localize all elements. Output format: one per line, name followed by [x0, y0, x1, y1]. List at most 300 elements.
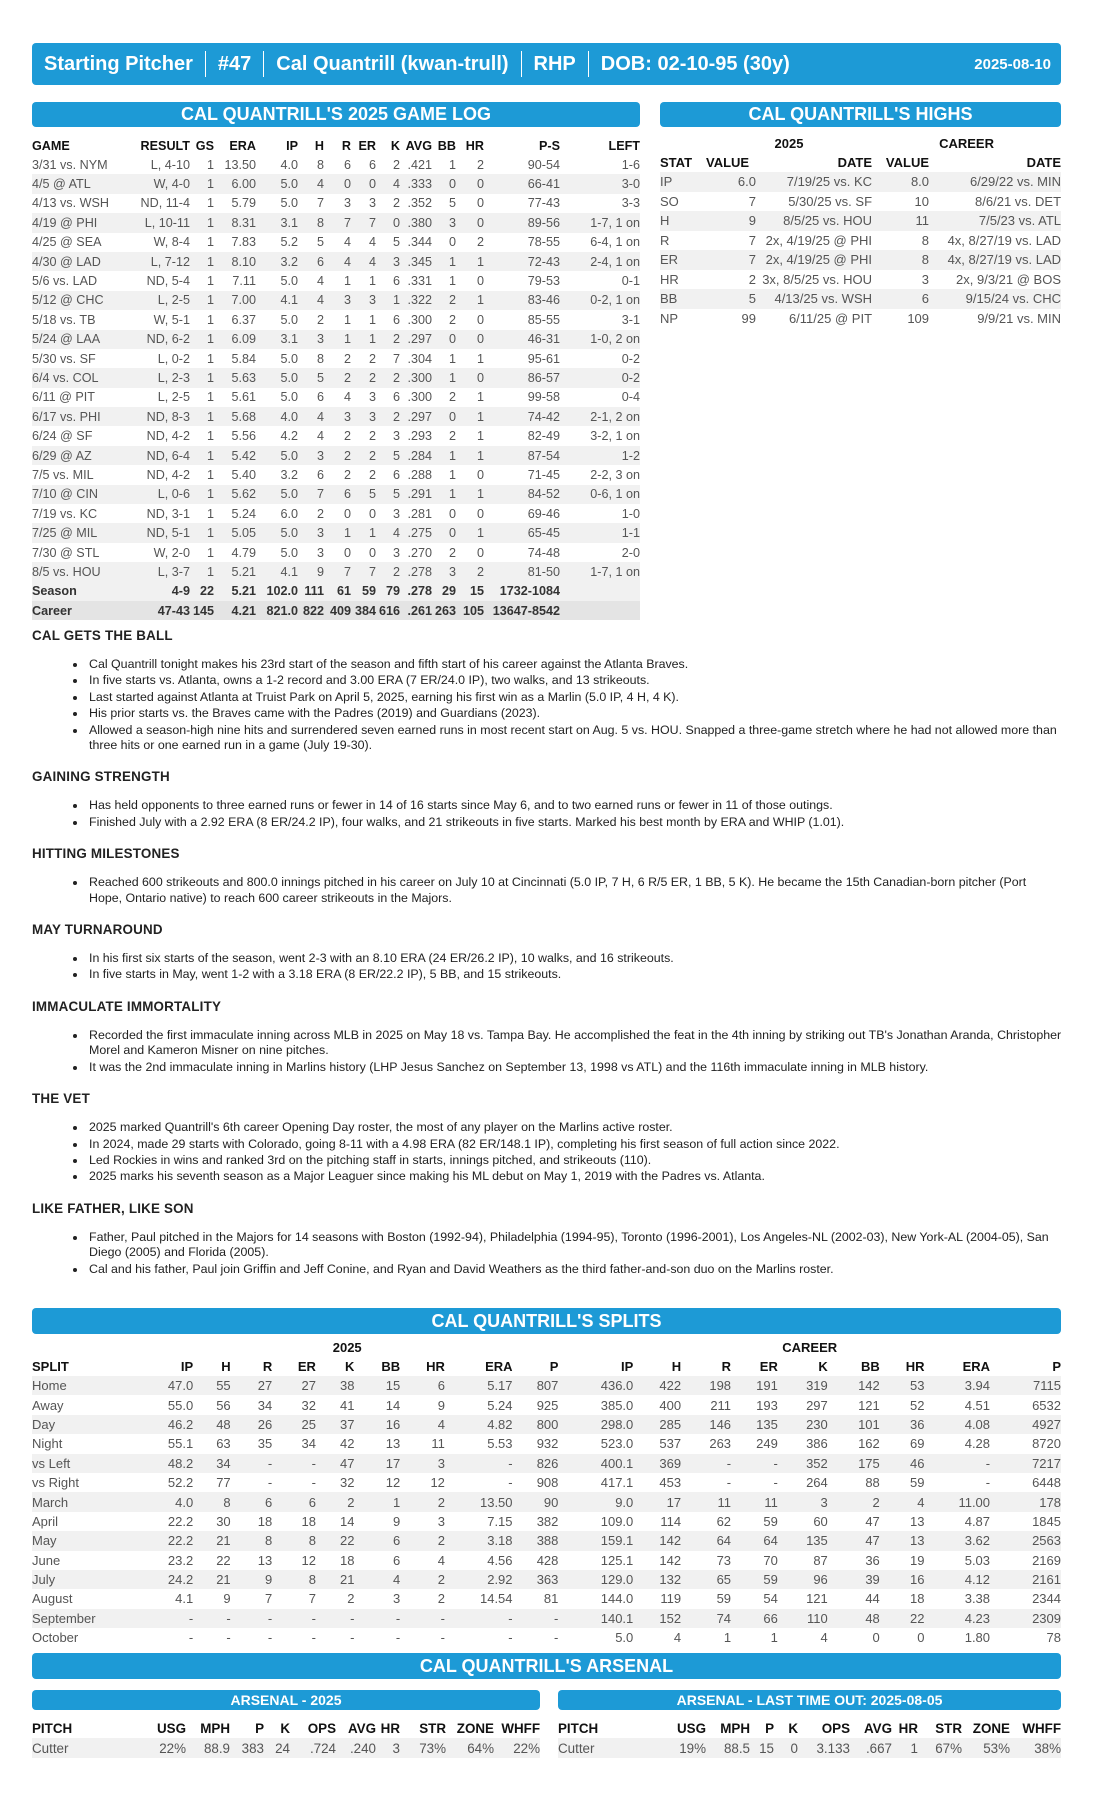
table-cell: 1 [190, 368, 214, 387]
table-cell: 8 [231, 1531, 273, 1550]
table-cell: 13647-8542 [484, 601, 560, 620]
table-cell: 44 [865, 1591, 880, 1607]
column-header: USG [156, 1720, 186, 1736]
table-cell: 5.0 [256, 485, 298, 504]
table-cell: 48 [828, 1609, 880, 1628]
table-cell: 4.87 [964, 1513, 991, 1529]
table-cell: 9/9/21 vs. MIN [977, 310, 1062, 326]
notes-heading: IMMACULATE IMMORTALITY [32, 998, 222, 1014]
table-cell: 65 [681, 1570, 731, 1589]
table-cell: 21 [193, 1531, 230, 1550]
column-header: RESULT [140, 138, 190, 153]
column-header: AVG [863, 1720, 892, 1736]
table-cell: - [985, 1475, 991, 1491]
table-cell: 47.0 [136, 1376, 193, 1395]
column-header: AVG [405, 138, 432, 153]
table-cell: 47 [828, 1531, 880, 1550]
table-cell: L, 2-5 [120, 291, 190, 310]
table-cell: 88 [865, 1475, 880, 1491]
table-cell: 7/5 vs. MIL [32, 467, 94, 482]
table-cell: 1-2 [560, 446, 640, 465]
table-cell: 2 [343, 351, 351, 366]
table-cell: 0 [476, 545, 484, 560]
table-cell: 142 [633, 1531, 681, 1550]
notes-item: • Allowed a season-high nine hits and surrendered seven earned runs in most recent start on Aug. 5 vs. HOU. Snapped a three-game stretch where he had not allowed more than three hits or one earned run in a game (July 19-30). [87, 723, 1062, 754]
splits-table-wrap [32, 1338, 1061, 1647]
table-cell: 16 [880, 1570, 925, 1589]
table-cell: 2 [376, 407, 400, 426]
table-cell: 38% [1010, 1738, 1061, 1758]
table-cell: 88.5 [706, 1738, 750, 1758]
notes-item: • Reached 600 strikeouts and 800.0 innings pitched in his career on July 10 at Cincinnati (5.0 IP, 7 H, 6 R/5 ER, 1 BB, 5 K). He became the 15th Canadian-born pitcher (Port Hope, Ontario native) to reach 600 career strikeouts in the Majors. [87, 875, 1062, 906]
table-cell: 297 [806, 1397, 828, 1413]
table-cell: 73 [716, 1552, 732, 1568]
header-dob: DOB: 02-10-95 (30y) [600, 52, 790, 75]
column-header: OPS [821, 1720, 850, 1736]
table-cell: 3 [298, 523, 324, 542]
gamelog-row [32, 407, 640, 426]
column-header: MPH [200, 1720, 230, 1736]
table-cell: ER [660, 250, 706, 270]
table-cell: 1 [368, 274, 376, 289]
notes-section [32, 628, 1062, 1278]
column-header: ERA [229, 138, 256, 153]
table-cell: 3 [316, 545, 324, 560]
column-header: P-S [539, 138, 560, 153]
table-cell: 78-55 [527, 235, 560, 250]
table-cell: 1 [432, 368, 456, 387]
column-header: HR [380, 1720, 400, 1736]
table-cell: 15 [456, 582, 484, 601]
table-cell: 5 [351, 485, 376, 504]
table-cell: 1 [206, 312, 214, 327]
table-cell: 1 [190, 174, 214, 193]
table-cell: 6/24 @ SF [32, 429, 93, 444]
table-cell: .322 [400, 291, 432, 310]
column-header: VALUE [885, 155, 930, 170]
table-cell: 1 [368, 312, 376, 327]
column-header: LEFT [608, 138, 640, 153]
gamelog-row [32, 388, 640, 407]
column-header: PITCH [558, 1720, 599, 1736]
table-cell: 102.0 [256, 582, 298, 601]
table-cell: 2 [368, 351, 376, 366]
table-cell: 384 [351, 601, 376, 620]
table-cell: 537 [659, 1436, 682, 1452]
table-cell: 1 [448, 467, 456, 482]
table-cell: 9 [706, 211, 756, 231]
table-cell: 249 [756, 1436, 778, 1452]
column-header: GAME [32, 138, 70, 153]
table-cell: 27 [231, 1376, 273, 1395]
table-cell: 2 [368, 467, 376, 482]
highs-row [660, 192, 1061, 212]
table-cell: .261 [400, 601, 432, 620]
table-cell: 1 [448, 274, 456, 289]
table-cell: 6/11/25 @ PIT [788, 310, 873, 326]
table-cell: 4/5 @ ATL [32, 174, 120, 193]
table-cell: 59 [716, 1591, 732, 1607]
table-cell: 198 [681, 1376, 731, 1395]
table-cell: 72-43 [484, 252, 560, 271]
table-cell: 63 [216, 1436, 231, 1452]
table-cell: .291 [400, 485, 432, 504]
table-cell: 298.0 [558, 1415, 633, 1434]
table-cell: 64% [446, 1738, 494, 1758]
column-header: R [721, 1359, 732, 1374]
table-cell: R [660, 232, 670, 248]
arsenal-row [32, 1738, 540, 1758]
splits-row [32, 1395, 1061, 1414]
table-cell: 79-53 [527, 274, 560, 289]
table-cell: 7.15 [487, 1513, 513, 1529]
table-cell: 5.0 [280, 196, 298, 211]
table-cell: 1 [476, 429, 484, 444]
table-cell: 3x, 8/5/25 vs. HOU [762, 271, 873, 287]
table-cell: SO [660, 193, 679, 209]
table-cell: 4.08 [925, 1415, 991, 1434]
table-cell: 2 [476, 157, 484, 172]
table-cell: 19 [910, 1552, 925, 1568]
table-cell: 99-58 [527, 390, 560, 405]
table-cell: vs Left [32, 1454, 136, 1473]
table-cell: .288 [407, 467, 432, 482]
table-cell: 6.37 [231, 312, 256, 327]
notes-item: • Recorded the first immaculate inning across MLB in 2025 on May 18 vs. Tampa Bay. He accomplished the feat in the 4th inning by striking out TB's Jonathan Aranda, Christopher Morel and Kameron Misner on nine pitches. [87, 1028, 1062, 1059]
table-cell: .333 [400, 174, 432, 193]
table-cell: 5/30/25 vs. SF [788, 193, 873, 209]
table-cell: 2 [324, 368, 351, 387]
table-cell: 1 [476, 351, 484, 366]
table-cell: 162 [858, 1436, 880, 1452]
column-header: BB [381, 1359, 401, 1374]
table-cell: 32 [339, 1475, 355, 1491]
table-cell: 0 [448, 506, 456, 521]
table-cell: W, 5-1 [153, 312, 190, 327]
table-cell: 9.0 [558, 1492, 633, 1511]
table-cell: 0 [351, 174, 376, 193]
notes-item: • In five starts in May, went 1-2 with a 3.18 ERA (8 ER/22.2 IP), 5 BB, and 15 strikeouts. [87, 967, 1062, 982]
table-cell: 5.05 [214, 523, 256, 542]
table-cell: - [267, 1475, 273, 1491]
table-cell: 18 [301, 1513, 316, 1529]
table-cell: - [508, 1475, 513, 1491]
table-cell: 18 [910, 1591, 925, 1607]
table-cell: 8 [921, 232, 930, 248]
table-cell: 3-0 [560, 174, 640, 193]
table-cell: 807 [513, 1376, 559, 1395]
table-cell: 3-2, 1 on [590, 429, 640, 444]
table-cell: 1-7, 1 on [560, 562, 640, 581]
column-header: ERA [485, 1359, 513, 1374]
table-cell: 175 [828, 1454, 880, 1473]
column-header: R [262, 1359, 273, 1374]
table-cell: .275 [400, 523, 432, 542]
table-cell: 5/24 @ LAA [32, 330, 120, 349]
table-cell: 79 [376, 582, 400, 601]
gamelog-row [32, 485, 640, 504]
column-header: IP [620, 1359, 634, 1374]
column-header: SPLIT [32, 1359, 69, 1374]
column-header: DATE [1026, 155, 1062, 170]
table-cell: 64 [681, 1531, 731, 1550]
table-cell: 6/17 vs. PHI [32, 407, 120, 426]
table-cell: 14 [385, 1397, 401, 1413]
table-cell: 95-61 [527, 351, 560, 366]
table-cell: 145 [190, 601, 214, 620]
table-cell: 1 [456, 523, 484, 542]
table-cell: 22 [190, 582, 214, 601]
column-header: DATE [837, 155, 873, 170]
highs-row [660, 211, 1061, 231]
table-cell: 5.63 [214, 368, 256, 387]
table-cell: 0 [456, 213, 484, 232]
table-cell: - [395, 1630, 401, 1646]
splits-title: CAL QUANTRILL'S SPLITS [32, 1308, 1061, 1334]
table-cell: 7/10 @ CIN [32, 485, 120, 504]
table-cell: ND, 8-3 [120, 407, 190, 426]
table-cell: 9 [231, 1570, 273, 1589]
column-header: IP [180, 1359, 194, 1374]
table-cell: 1 [206, 467, 214, 482]
table-cell: 6.0 [706, 172, 756, 192]
table-cell: 1-0 [621, 506, 640, 521]
table-cell: 0 [476, 196, 484, 211]
table-cell: .297 [400, 407, 432, 426]
table-cell: 0 [368, 545, 376, 560]
gamelog-row [32, 349, 640, 368]
table-cell: 144.0 [600, 1591, 634, 1607]
table-cell: 119 [660, 1591, 682, 1607]
table-cell: 4 [376, 174, 400, 193]
header-player-name: Cal Quantrill (kwan-trull) [276, 52, 509, 75]
table-cell: 2 [347, 1591, 355, 1607]
table-cell: 5/30 vs. SF [32, 351, 96, 366]
table-cell: 3 [298, 446, 324, 465]
table-cell: 42 [339, 1436, 355, 1452]
table-cell: 7217 [990, 1454, 1061, 1473]
table-cell: October [32, 1630, 79, 1646]
notes-heading: MAY TURNAROUND [32, 922, 163, 938]
table-cell: 3 [376, 252, 400, 271]
table-cell: 2 [316, 506, 324, 521]
column-header: P [765, 1720, 774, 1736]
table-cell: 1 [206, 351, 214, 366]
highs-table [660, 134, 1061, 328]
gamelog-row [32, 252, 640, 271]
table-cell: HR [660, 271, 679, 287]
table-cell: 81 [543, 1591, 559, 1607]
table-cell: 1 [723, 1630, 732, 1646]
table-cell: 7 [748, 232, 756, 248]
table-cell: 8 [316, 157, 324, 172]
table-cell: 3-3 [621, 196, 640, 211]
table-cell: 59 [763, 1513, 778, 1529]
table-cell: 3.18 [445, 1531, 513, 1550]
table-cell: 436.0 [558, 1376, 633, 1395]
table-cell: 6 [392, 312, 400, 327]
table-cell: 7 [324, 562, 351, 581]
table-cell: 78 [1046, 1630, 1061, 1646]
table-cell: 1 [892, 1738, 918, 1758]
table-cell: 0 [343, 506, 351, 521]
table-cell: 90 [513, 1492, 559, 1511]
table-cell: 0 [324, 174, 351, 193]
table-cell: 121 [858, 1397, 880, 1413]
table-cell: 9/15/24 vs. CHC [929, 289, 1061, 309]
header-date: 2025-08-10 [974, 55, 1051, 73]
table-cell: 15 [750, 1738, 774, 1758]
table-cell: 34 [193, 1454, 230, 1473]
table-cell: 2 [376, 330, 400, 349]
splits-row [32, 1415, 1061, 1434]
table-cell: 1 [206, 157, 214, 172]
table-cell: 53 [880, 1376, 925, 1395]
table-cell: 1 [324, 523, 351, 542]
notes-heading: GAINING STRENGTH [32, 769, 170, 785]
table-cell: 2 [437, 1591, 445, 1607]
column-header: IP [286, 138, 298, 153]
table-cell: 7/19/25 vs. KC [756, 172, 872, 192]
table-cell: - [508, 1630, 513, 1646]
table-cell: 53% [962, 1738, 1010, 1758]
table-cell: - [731, 1454, 778, 1473]
table-cell: 22.2 [167, 1513, 194, 1529]
table-cell: 17 [354, 1454, 400, 1473]
table-cell: 90-54 [527, 157, 560, 172]
table-cell: 319 [778, 1376, 828, 1395]
table-cell: 0 [476, 467, 484, 482]
table-cell: 11 [431, 1436, 445, 1452]
table-cell: 0 [368, 506, 376, 521]
table-cell: 9 [223, 1591, 231, 1607]
table-cell: 1 [190, 407, 214, 426]
table-cell: 0 [872, 1630, 880, 1646]
table-cell: .345 [400, 252, 432, 271]
table-cell: 211 [710, 1397, 732, 1413]
table-cell: 111 [298, 582, 324, 601]
table-cell: 453 [659, 1475, 682, 1491]
table-cell: 6448 [1032, 1475, 1061, 1491]
table-cell: .281 [407, 506, 432, 521]
arsenal-last-table [558, 1718, 1061, 1758]
table-cell: - [136, 1609, 193, 1628]
table-cell: 7 [316, 196, 324, 211]
table-cell: 74-48 [527, 545, 560, 560]
splits-row [32, 1454, 1061, 1473]
notes-item: • Father, Paul pitched in the Majors for 14 seasons with Boston (1992-94), Philadelphia (1994-95), Toronto (1996-2001), Los Angeles-NL (2002-03), New York-AL (2004-05), San Diego (2005) and Florida (2005). [87, 1230, 1062, 1261]
table-cell: 6.0 [280, 506, 298, 521]
table-cell: 99 [741, 310, 756, 326]
splits-row [32, 1473, 1061, 1492]
table-cell: .284 [400, 446, 432, 465]
table-cell: .421 [407, 157, 432, 172]
table-cell: 2 [392, 157, 400, 172]
notes-item: • His prior starts vs. the Braves came with the Padres (2019) and Guardians (2023). [87, 706, 1062, 721]
column-header: USG [676, 1720, 706, 1736]
splits-row [32, 1376, 1061, 1395]
arsenal-title: CAL QUANTRILL'S ARSENAL [32, 1653, 1061, 1679]
highs-group-career: CAREER [939, 136, 994, 151]
table-cell: 7.11 [232, 274, 256, 289]
table-cell: 4x, 8/27/19 vs. LAD [929, 250, 1061, 270]
table-cell: L, 7-12 [120, 252, 190, 271]
table-cell: 285 [633, 1415, 681, 1434]
table-cell: 0 [343, 545, 351, 560]
splits-row [32, 1551, 1061, 1570]
table-cell: 59 [910, 1475, 925, 1491]
highs-row [660, 289, 1061, 309]
table-cell: 932 [536, 1436, 559, 1452]
table-cell: 1 [206, 429, 214, 444]
column-header: K [280, 1720, 290, 1736]
table-cell: 6/4 vs. COL [32, 368, 120, 387]
table-cell: 1 [432, 252, 456, 271]
table-cell: 4/25 @ SEA [32, 235, 102, 250]
table-cell: 3 [324, 407, 351, 426]
highs-row [660, 270, 1061, 290]
table-cell: 25 [272, 1415, 316, 1434]
column-header: VALUE [706, 155, 750, 170]
table-cell: April [32, 1513, 59, 1529]
column-header: BB [861, 1359, 880, 1374]
table-cell: 0 [774, 1738, 798, 1758]
table-cell: 0-2 [621, 351, 640, 366]
table-cell: 39 [828, 1570, 880, 1589]
table-cell: 2x, 4/19/25 @ PHI [756, 250, 872, 270]
table-cell: 8.0 [872, 172, 929, 192]
table-cell: 109.0 [600, 1513, 634, 1529]
table-cell: ND, 5-1 [120, 523, 190, 542]
column-header: P [1052, 1359, 1061, 1374]
notes-list [87, 1028, 1062, 1075]
table-cell: 8 [298, 213, 324, 232]
table-cell: 15 [354, 1376, 400, 1395]
table-cell: L, 0-6 [120, 485, 190, 504]
splits-row [32, 1434, 1061, 1453]
table-cell: 71-45 [527, 467, 560, 482]
table-cell: 0-6, 1 on [560, 485, 640, 504]
highs-row [660, 231, 1061, 251]
column-header: ER [358, 138, 376, 153]
table-cell: 1 [190, 252, 214, 271]
table-cell: 4.56 [487, 1552, 513, 1568]
table-cell: .300 [407, 390, 432, 405]
table-cell: 4.0 [136, 1492, 193, 1511]
table-cell: 6 [343, 157, 351, 172]
table-cell: 159.1 [558, 1531, 633, 1550]
table-cell: 822 [298, 601, 324, 620]
table-cell: 5.62 [214, 485, 256, 504]
table-cell: 132 [633, 1570, 681, 1589]
table-cell: 48.2 [136, 1454, 193, 1473]
table-cell: .270 [407, 545, 432, 560]
table-cell: 47 [316, 1454, 354, 1473]
table-cell: 11 [681, 1492, 731, 1511]
table-cell: 0-2 [560, 368, 640, 387]
table-cell: 19% [666, 1738, 706, 1758]
table-cell: 2 [456, 562, 484, 581]
table-cell: 5 [376, 485, 400, 504]
table-cell: ND, 3-1 [146, 506, 190, 521]
table-cell: 382 [536, 1513, 559, 1529]
arsenal-row [558, 1738, 1061, 1758]
table-cell: 352 [778, 1454, 828, 1473]
column-header: K [390, 138, 400, 153]
table-cell: March [32, 1492, 136, 1511]
column-header: HR [426, 1359, 445, 1374]
table-cell: .724 [290, 1738, 336, 1758]
